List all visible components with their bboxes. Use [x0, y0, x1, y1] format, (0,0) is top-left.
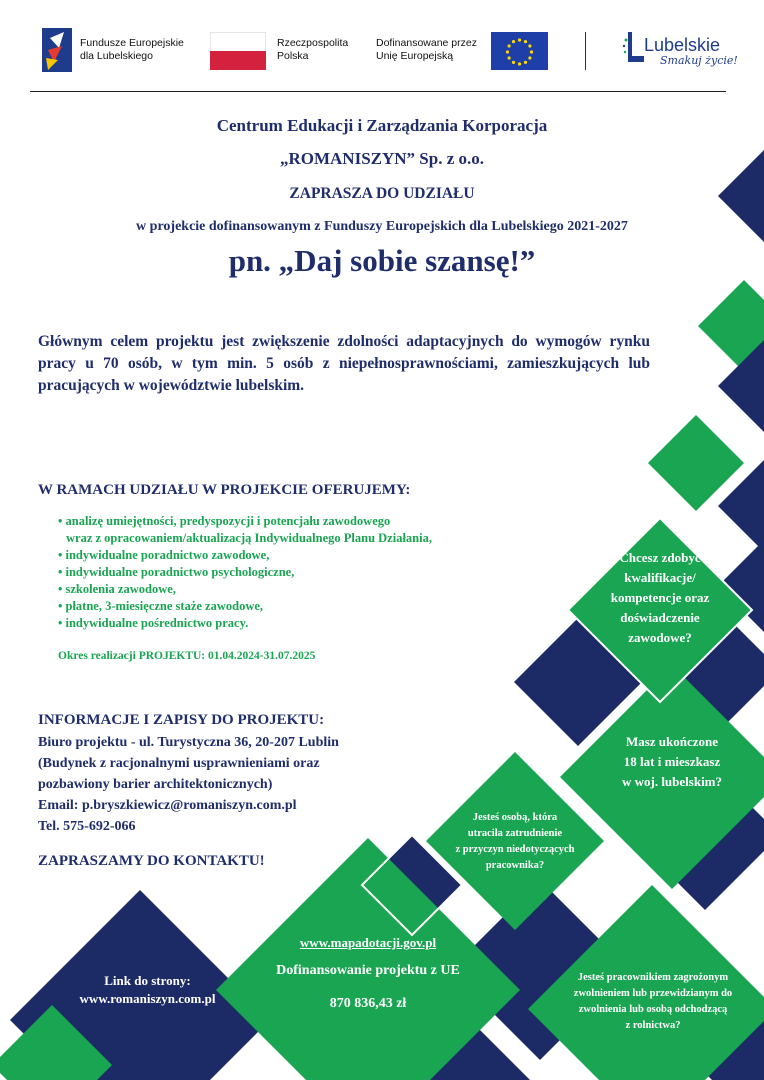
office-address: Biuro projektu - ul. Turystyczna 36, 20-207 Lublin	[38, 735, 339, 750]
logo2-line2: Polska	[277, 50, 309, 62]
question-job-loss: Jesteś osobą, która utraciła zatrudnienie z przyczyn niedotyczących pracownika?	[455, 812, 575, 871]
offer-heading: W RAMACH UDZIAŁU W PROJEKCIE OFERUJEMY:	[38, 482, 411, 498]
organizer-company: „ROMANISZYN” Sp. z o.o.	[279, 149, 485, 168]
list-item: • indywidualne pośrednictwo pracy.	[58, 616, 249, 630]
question-age-residence: Masz ukończone 18 lat i mieszkasz w woj. lubelskim?	[621, 734, 723, 789]
list-item: • indywidualne poradnictwo psychologiczne,	[58, 565, 295, 579]
logo3-line2: Unię Europejską	[376, 50, 454, 62]
website-link[interactable]: www.romaniszyn.com.pl	[79, 991, 216, 1006]
funding-amount: 870 836,43 zł	[329, 996, 407, 1011]
building-note-line2: pozbawiony barier architektonicznych)	[38, 777, 273, 792]
lubelskie-name: Lubelskie	[644, 35, 721, 55]
invitation-heading: ZAPRASZA DO UDZIAŁU	[289, 185, 475, 202]
project-period: Okres realizacji PROJEKTU: 01.04.2024-31.07.2025	[58, 650, 316, 662]
funding-map-link[interactable]: www.mapadotacji.gov.pl	[299, 935, 437, 950]
list-item: wraz z opracowaniem/aktualizacją Indywidualnego Planu Działania,	[66, 531, 432, 545]
logo3-line1: Dofinansowane przez	[376, 37, 477, 49]
logo1-line1: Fundusze Europejskie	[80, 37, 184, 49]
list-item: • indywidualne poradnictwo zawodowe,	[58, 548, 270, 562]
link-label: Link do strony:	[104, 973, 191, 988]
building-note-line1: (Budynek z racjonalnymi usprawnieniami oraz	[38, 756, 320, 771]
funding-statement: w projekcie dofinansowanym z Funduszy Europejskich dla Lubelskiego 2021-2027	[136, 219, 628, 234]
contact-cta: ZAPRASZAMY DO KONTAKTU!	[38, 853, 265, 869]
offer-list	[58, 513, 432, 632]
info-heading: INFORMACJE I ZAPISY DO PROJEKTU:	[38, 712, 325, 728]
project-name: pn. „Daj sobie szansę!”	[228, 243, 536, 278]
project-goal: Głównym celem projektu jest zwiększenie zdolności adaptacyjnych do wymogów rynku pracy u 70 osób, w tym min. 5 osób z niepełnosprawnościami, zamieszkujących lub pracujących w województwie lubelskim.	[38, 333, 650, 394]
organizer-name: Centrum Edukacji i Zarządzania Korporacja	[216, 116, 548, 135]
lubelskie-slogan: Smakuj życie!	[660, 54, 738, 67]
contact-phone[interactable]: Tel. 575-692-066	[38, 819, 136, 834]
question-qualifications: Chcesz zdobyć kwalifikacje/ kompetencje oraz doświadczenie zawodowe?	[610, 550, 710, 645]
logo1-line2: dla Lubelskiego	[80, 50, 153, 62]
question-redundancy: Jesteś pracownikiem zagrożonym zwolnieniem lub przewidzianym do zwolnienia lub osobą odchodzącą z rolnictwa?	[573, 972, 733, 1031]
contact-email[interactable]: Email: p.bryszkiewicz@romaniszyn.com.pl	[38, 798, 297, 813]
website-link-block	[55, 972, 240, 1008]
list-item: • analizę umiejętności, predyspozycji i potencjału zawodowego	[58, 514, 391, 528]
funding-label: Dofinansowanie projektu z UE	[276, 963, 460, 978]
list-item: • szkolenia zawodowe,	[58, 582, 176, 596]
list-item: • płatne, 3-miesięczne staże zawodowe,	[58, 599, 264, 613]
logo2-line1: Rzeczpospolita	[277, 37, 349, 49]
